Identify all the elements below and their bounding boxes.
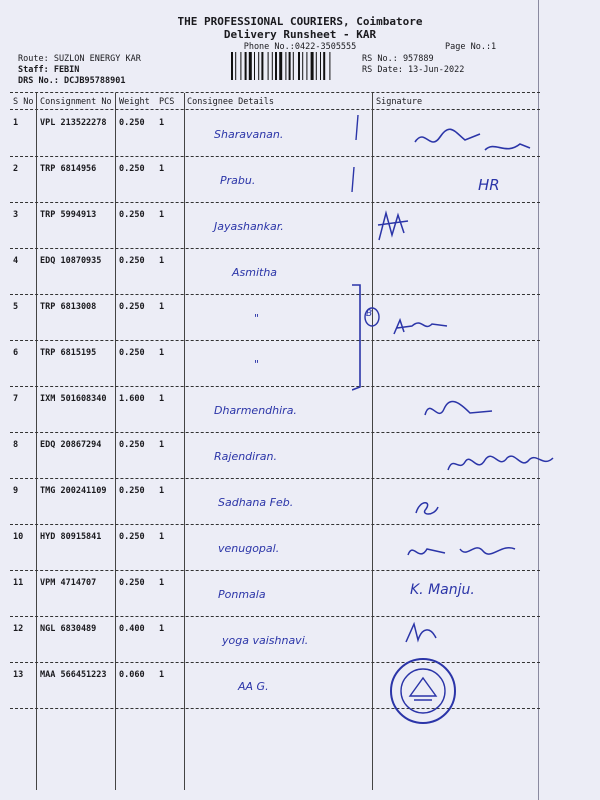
- row-pcs: 1: [159, 118, 165, 128]
- row-consignment-no: NGL 6830489: [40, 624, 97, 634]
- row-separator: [10, 248, 540, 249]
- row-sno: 4: [13, 256, 19, 266]
- row-consignment-no: EDQ 10870935: [40, 256, 102, 266]
- row-consignment-no: EDQ 20867294: [40, 440, 102, 450]
- drs-number: DRS No.: DCJB95788901: [18, 76, 126, 86]
- col-header-pcs: PCS: [159, 97, 175, 107]
- rs-date: RS Date: 13-Jun-2022: [362, 65, 465, 75]
- row-weight: 0.250: [119, 302, 145, 312]
- row-weight: 0.250: [119, 348, 145, 358]
- rs-number: RS No.: 957889: [362, 54, 434, 64]
- row-weight: 0.250: [119, 210, 145, 220]
- row-pcs: 1: [159, 164, 165, 174]
- row-pcs: 1: [159, 210, 165, 220]
- barcode-image: [231, 52, 361, 80]
- header-bottom-rule: [10, 109, 540, 110]
- row-weight: 0.250: [119, 256, 145, 266]
- col-divider: [115, 93, 116, 790]
- row-consignment-no: TMG 200241109: [40, 486, 107, 496]
- row-sno: 10: [13, 532, 24, 542]
- col-header-consignment: Consignment No: [40, 97, 112, 107]
- row-pcs: 1: [159, 624, 165, 634]
- row-pcs: 1: [159, 670, 165, 680]
- signature-row-2: HR: [478, 176, 500, 194]
- row-consignee-handwritten: Jayashankar.: [214, 220, 284, 233]
- row-consignment-no: MAA 566451223: [40, 670, 107, 680]
- row-separator: [10, 570, 540, 571]
- row-consignee-handwritten: Sadhana Feb.: [218, 496, 294, 509]
- row-pcs: 1: [159, 532, 165, 542]
- col-header-sno: S No: [13, 97, 34, 107]
- signature-row-1: [410, 122, 540, 162]
- row-pcs: 1: [159, 440, 165, 450]
- phone-number: Phone No.:0422-3505555: [243, 42, 357, 52]
- row-consignment-no: VPL 213522278: [40, 118, 107, 128]
- row-pcs: 1: [159, 578, 165, 588]
- signature-row-3: [374, 205, 414, 245]
- bracket-mark-label: B: [366, 309, 373, 319]
- row-separator: [10, 202, 540, 203]
- row-pcs: 1: [159, 302, 165, 312]
- row-separator: [10, 524, 540, 525]
- header-top-rule: [10, 92, 540, 93]
- row-weight: 0.250: [119, 164, 145, 174]
- row-pcs: 1: [159, 394, 165, 404]
- bracket-mark: [352, 282, 462, 392]
- row-weight: 0.250: [119, 578, 145, 588]
- right-margin-line: [538, 0, 539, 800]
- row-consignee-handwritten: yoga vaishnavi.: [222, 634, 309, 647]
- company-seal-stamp: [388, 656, 458, 726]
- row-consignment-no: TRP 6813008: [40, 302, 97, 312]
- col-divider: [372, 93, 373, 790]
- col-divider: [36, 93, 37, 790]
- row-pcs: 1: [159, 348, 165, 358]
- row-consignee-handwritten: Prabu.: [220, 174, 256, 187]
- row-separator: [10, 708, 540, 709]
- row-sno: 8: [13, 440, 19, 450]
- company-title: THE PROFESSIONAL COURIERS, Coimbatore: [177, 15, 423, 28]
- signature-row-8: [445, 440, 560, 480]
- row-consignee-handwritten: Asmitha: [232, 266, 278, 279]
- signature-row-9: [412, 495, 442, 520]
- row-weight: 0.060: [119, 670, 145, 680]
- row-consignment-no: TRP 5994913: [40, 210, 97, 220]
- row-sno: 12: [13, 624, 24, 634]
- col-header-signature: Signature: [376, 97, 423, 107]
- row-sno: 13: [13, 670, 24, 680]
- col-header-weight: Weight: [119, 97, 150, 107]
- runsheet-title: Delivery Runsheet - KAR: [223, 28, 377, 41]
- row-separator: [10, 432, 540, 433]
- route-label: Route: SUZLON ENERGY KAR: [18, 54, 141, 64]
- ink-strokes: [340, 112, 370, 202]
- row-sno: 1: [13, 118, 19, 128]
- row-consignment-no: TRP 6814956: [40, 164, 97, 174]
- row-sno: 11: [13, 578, 24, 588]
- row-weight: 0.250: [119, 118, 145, 128]
- row-consignee-handwritten: Ponmala: [218, 588, 266, 601]
- row-consignee-handwritten: ": [254, 358, 260, 371]
- row-consignment-no: TRP 6815195: [40, 348, 97, 358]
- row-sno: 2: [13, 164, 19, 174]
- col-header-consignee: Consignee Details: [187, 97, 274, 107]
- row-weight: 0.250: [119, 440, 145, 450]
- row-sno: 9: [13, 486, 19, 496]
- row-consignment-no: IXM 501608340: [40, 394, 107, 404]
- row-separator: [10, 662, 540, 663]
- row-consignee-handwritten: Sharavanan.: [214, 128, 284, 141]
- signature-row-10: [405, 535, 525, 565]
- row-consignee-handwritten: ": [254, 312, 260, 325]
- row-weight: 0.400: [119, 624, 145, 634]
- row-weight: 0.250: [119, 532, 145, 542]
- row-sno: 5: [13, 302, 19, 312]
- row-weight: 0.250: [119, 486, 145, 496]
- signature-row-11: K. Manju.: [410, 582, 475, 598]
- row-consignee-handwritten: Rajendiran.: [214, 450, 277, 463]
- row-consignee-handwritten: Dharmendhira.: [214, 404, 297, 417]
- row-pcs: 1: [159, 256, 165, 266]
- col-divider: [184, 93, 185, 790]
- row-sno: 7: [13, 394, 19, 404]
- row-consignee-handwritten: venugopal.: [218, 542, 280, 555]
- row-sno: 3: [13, 210, 19, 220]
- page-number: Page No.:1: [445, 42, 497, 52]
- row-weight: 1.600: [119, 394, 145, 404]
- signature-row-7: [420, 395, 500, 425]
- signature-row-12: [402, 618, 442, 648]
- row-consignee-handwritten: AA G.: [238, 680, 269, 693]
- row-sno: 6: [13, 348, 19, 358]
- row-consignment-no: HYD 80915841: [40, 532, 102, 542]
- row-consignment-no: VPM 4714707: [40, 578, 97, 588]
- row-pcs: 1: [159, 486, 165, 496]
- row-separator: [10, 616, 540, 617]
- staff-label: Staff: FEBIN: [18, 65, 80, 75]
